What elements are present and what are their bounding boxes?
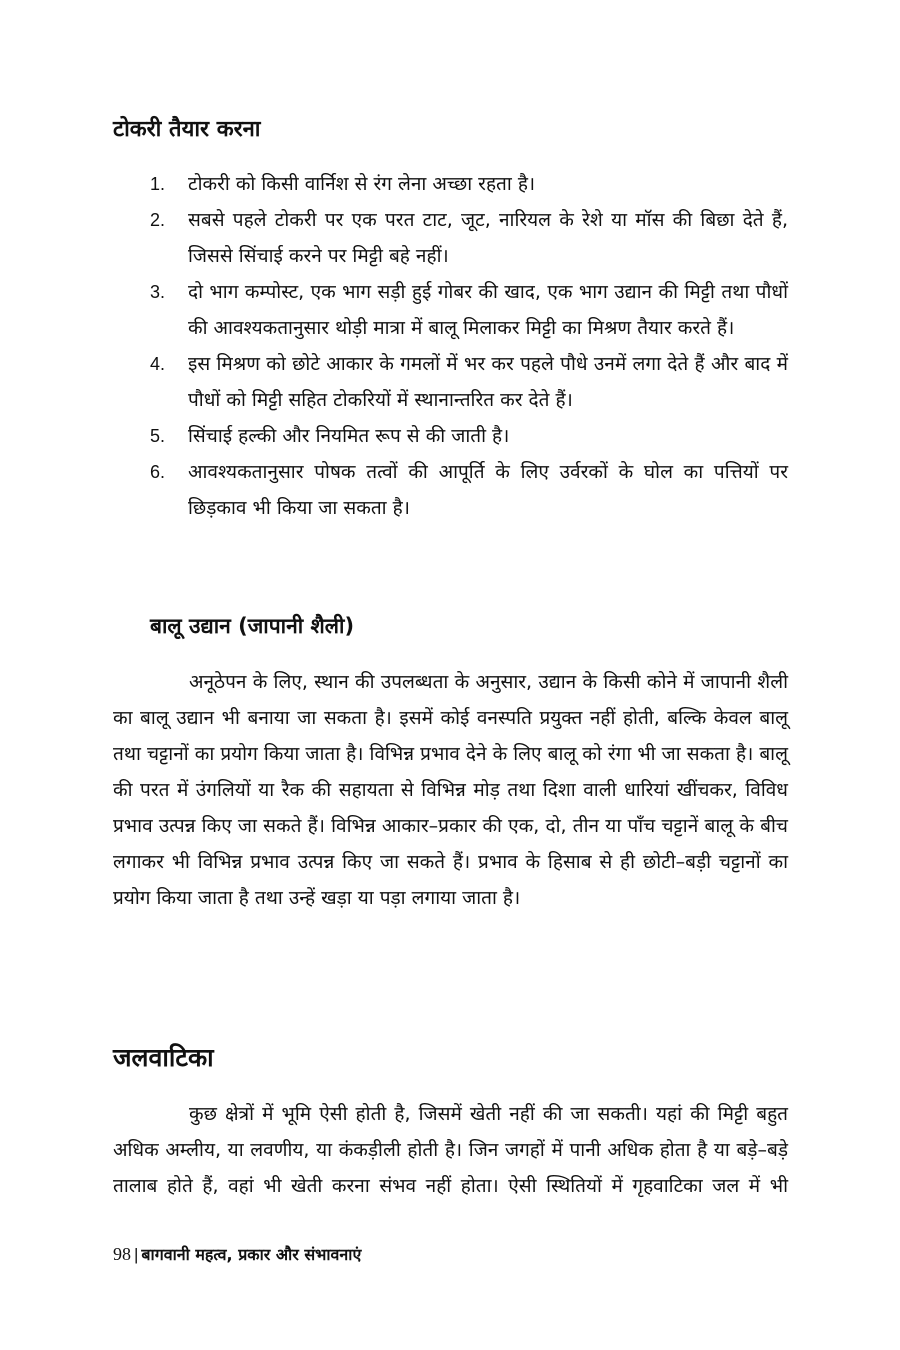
list-item-number: 3. (150, 282, 166, 302)
section-heading-sand-garden: बालू उद्यान (जापानी शैली) (150, 614, 355, 638)
section-heading-water-garden: जलवाटिका (113, 1043, 214, 1072)
list-item (148, 418, 788, 454)
list-item-number: 2. (150, 210, 166, 230)
list-item (148, 166, 788, 202)
list-item (148, 202, 788, 274)
running-book-title: बागवानी महत्व, प्रकार और संभावनाएं (141, 1245, 362, 1264)
list-item (148, 454, 788, 526)
list-item-text: दो भाग कम्पोस्ट, एक भाग सड़ी हुई गोबर की खाद, एक भाग उद्यान की मिट्टी तथा पौधों की आवश्यकतानुसार थोड़ी मात्रा में बालू मिलाकर मिट्टी का मिश्रण तैयार करते हैं। (188, 281, 788, 339)
list-item-text: आवश्यकतानुसार पोषक तत्वों की आपूर्ति के लिए उर्वरकों के घोल का पत्तियों पर छिड़काव भी किया जा सकता है। (188, 461, 788, 519)
body-paragraph-sand-garden: अनूठेपन के लिए, स्थान की उपलब्धता के अनुसार, उद्यान के किसी कोने में जापानी शैली का बालू उद्यान भी बनाया जा सकता है। इसमें कोई वनस्पति प्रयुक्त नहीं होती, बल्कि केवल बालू तथा चट्टानों का प्रयोग किया जाता है। विभिन्न प्रभाव देने के लिए बालू को रंगा भी जा सकता है। बालू की परत में उंगलियों या रैक की सहायता से विभिन्न मोड़ तथा दिशा वाली धारियां खींचकर, विविध प्रभाव उत्पन्न किए जा सकते हैं। विभिन्न आकार–प्रकार की एक, दो, तीन या पाँच चट्टानें बालू के बीच लगाकर भी विभिन्न प्रभाव उत्पन्न किए जा सकते हैं। प्रभाव के हिसाब से ही छोटी–बड़ी चट्टानों का प्रयोग किया जाता है तथा उन्हें खड़ा या पड़ा लगाया जाता है। (113, 671, 788, 909)
list-item-number: 6. (150, 462, 166, 482)
list-item-text: सबसे पहले टोकरी पर एक परत टाट, जूट, नारियल के रेशे या मॉस की बिछा देते हैं, जिससे सिंचाई करने पर मिट्टी बहे नहीं। (188, 209, 788, 267)
list-item-text: इस मिश्रण को छोटे आकार के गमलों में भर कर पहले पौधे उनमें लगा देते हैं और बाद में पौधों को मिट्टी सहित टोकरियों में स्थानान्तरित कर देते हैं। (188, 353, 788, 411)
page-footer (113, 1242, 361, 1267)
list-item-text: टोकरी को किसी वार्निश से रंग लेना अच्छा रहता है। (188, 173, 536, 195)
list-item-number: 4. (150, 354, 166, 374)
section-heading-basket: टोकरी तैयार करना (113, 117, 261, 142)
list-item-number: 5. (150, 426, 166, 446)
body-paragraph-water-garden: कुछ क्षेत्रों में भूमि ऐसी होती है, जिसमें खेती नहीं की जा सकती। यहां की मिट्टी बहुत अधिक अम्लीय, या लवणीय, या कंकड़ीली होती है। जिन जगहों में पानी अधिक होता है या बड़े–बड़े तालाब होते हैं, वहां भी खेती करना संभव नहीं होता। ऐसी स्थितियों में गृहवाटिका जल में भी (113, 1103, 788, 1197)
list-item-number: 1. (150, 174, 166, 194)
page-number: 98 (113, 1244, 131, 1264)
list-item (148, 274, 788, 346)
list-item (148, 346, 788, 418)
footer-separator: | (134, 1245, 139, 1264)
numbered-list-basket-steps (148, 166, 788, 526)
list-item-text: सिंचाई हल्की और नियमित रूप से की जाती है। (188, 425, 510, 447)
